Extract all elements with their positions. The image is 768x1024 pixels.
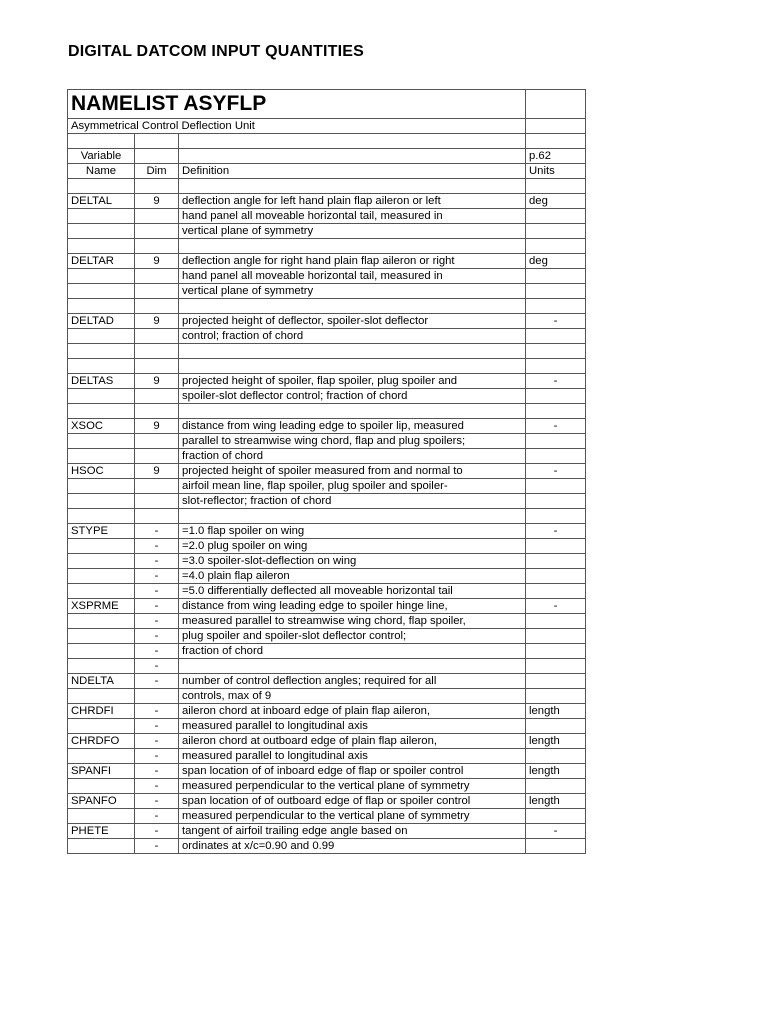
namelist-table: [67, 89, 586, 854]
units-cell: deg: [526, 194, 586, 209]
variable-name-cell: [68, 539, 135, 554]
dim-cell: [135, 404, 179, 419]
variable-name-cell: [68, 359, 135, 374]
dim-cell: [135, 239, 179, 254]
table-row: [68, 299, 586, 314]
variable-name-cell: SPANFI: [68, 764, 135, 779]
dim-cell: 9: [135, 194, 179, 209]
variable-name-cell: [68, 284, 135, 299]
definition-cell: measured perpendicular to the vertical plane of symmetry: [179, 809, 526, 824]
variable-name-cell: [68, 584, 135, 599]
units-cell: [526, 569, 586, 584]
units-cell: [526, 749, 586, 764]
dim-cell: [135, 434, 179, 449]
dim-cell: [135, 359, 179, 374]
units-cell: [526, 239, 586, 254]
dim-cell: [135, 179, 179, 194]
definition-cell: projected height of deflector, spoiler-slot deflector: [179, 314, 526, 329]
table-row: [68, 224, 586, 239]
units-cell: [526, 224, 586, 239]
definition-cell: vertical plane of symmetry: [179, 224, 526, 239]
table-row: [68, 599, 586, 614]
definition-cell: [179, 179, 526, 194]
dim-cell: -: [135, 779, 179, 794]
variable-name-cell: [68, 509, 135, 524]
units-cell: length: [526, 794, 586, 809]
units-cell: [526, 329, 586, 344]
table-row: [68, 734, 586, 749]
dim-cell: [135, 269, 179, 284]
definition-cell: hand panel all moveable horizontal tail, measured in: [179, 269, 526, 284]
definition-cell: distance from wing leading edge to spoiler lip, measured: [179, 419, 526, 434]
table-row: [68, 329, 586, 344]
table-row: [68, 479, 586, 494]
variable-name-cell: [68, 809, 135, 824]
definition-cell: slot-reflector; fraction of chord: [179, 494, 526, 509]
table-row: [68, 269, 586, 284]
dim-cell: -: [135, 584, 179, 599]
variable-name-cell: [68, 839, 135, 854]
variable-name-cell: DELTAD: [68, 314, 135, 329]
table-row: [68, 464, 586, 479]
units-cell: [526, 809, 586, 824]
units-cell: [526, 434, 586, 449]
definition-cell: span location of of outboard edge of flap or spoiler control: [179, 794, 526, 809]
units-cell: [526, 839, 586, 854]
table-row: [68, 809, 586, 824]
dim-cell: -: [135, 749, 179, 764]
table-row: [68, 689, 586, 704]
variable-name-cell: [68, 404, 135, 419]
variable-name-cell: [68, 179, 135, 194]
table-row: [68, 194, 586, 209]
table-row: [68, 284, 586, 299]
dim-cell: -: [135, 764, 179, 779]
definition-cell: controls, max of 9: [179, 689, 526, 704]
definition-cell: ordinates at x/c=0.90 and 0.99: [179, 839, 526, 854]
units-cell: -: [526, 464, 586, 479]
definition-cell: plug spoiler and spoiler-slot deflector control;: [179, 629, 526, 644]
variable-name-cell: SPANFO: [68, 794, 135, 809]
table-row: [68, 209, 586, 224]
definition-cell: aileron chord at inboard edge of plain flap aileron,: [179, 704, 526, 719]
units-cell: [526, 299, 586, 314]
definition-cell: [179, 359, 526, 374]
variable-name-cell: [68, 494, 135, 509]
definition-cell: deflection angle for right hand plain flap aileron or right: [179, 254, 526, 269]
definition-cell: tangent of airfoil trailing edge angle based on: [179, 824, 526, 839]
dim-cell: 9: [135, 464, 179, 479]
variable-name-cell: [68, 449, 135, 464]
variable-name-cell: [68, 749, 135, 764]
dim-cell: [135, 509, 179, 524]
definition-cell: =1.0 flap spoiler on wing: [179, 524, 526, 539]
units-cell: -: [526, 374, 586, 389]
table-row: [68, 839, 586, 854]
definition-cell: =5.0 differentially deflected all moveable horizontal tail: [179, 584, 526, 599]
definition-cell: [179, 509, 526, 524]
dim-cell: 9: [135, 419, 179, 434]
table-row: [68, 179, 586, 194]
variable-name-cell: [68, 644, 135, 659]
units-cell: [526, 359, 586, 374]
dim-cell: -: [135, 569, 179, 584]
table-row: [68, 434, 586, 449]
units-cell: length: [526, 764, 586, 779]
variable-name-cell: [68, 434, 135, 449]
dim-cell: -: [135, 704, 179, 719]
dim-cell: -: [135, 719, 179, 734]
units-cell: [526, 389, 586, 404]
units-cell: -: [526, 824, 586, 839]
dim-cell: -: [135, 839, 179, 854]
units-cell: -: [526, 599, 586, 614]
table-row: [68, 719, 586, 734]
table-row: [68, 614, 586, 629]
variable-name-cell: [68, 209, 135, 224]
variable-name-cell: [68, 569, 135, 584]
dim-cell: -: [135, 674, 179, 689]
table-row: [68, 449, 586, 464]
variable-name-cell: HSOC: [68, 464, 135, 479]
definition-cell: measured parallel to longitudinal axis: [179, 749, 526, 764]
dim-cell: [135, 284, 179, 299]
header-name: Name: [68, 164, 135, 179]
table-row: [68, 359, 586, 374]
table-row: [68, 389, 586, 404]
table-row: [68, 704, 586, 719]
dim-cell: -: [135, 599, 179, 614]
dim-cell: [135, 344, 179, 359]
dim-cell: -: [135, 524, 179, 539]
variable-name-cell: XSPRME: [68, 599, 135, 614]
variable-name-cell: [68, 779, 135, 794]
units-cell: [526, 539, 586, 554]
definition-cell: =3.0 spoiler-slot-deflection on wing: [179, 554, 526, 569]
definition-cell: projected height of spoiler measured from and normal to: [179, 464, 526, 479]
units-cell: [526, 644, 586, 659]
header-dim: Dim: [135, 164, 179, 179]
definition-cell: measured parallel to longitudinal axis: [179, 719, 526, 734]
variable-name-cell: CHRDFI: [68, 704, 135, 719]
title-unit-cell: [526, 90, 586, 119]
units-cell: [526, 629, 586, 644]
dim-cell: -: [135, 554, 179, 569]
header-row-2: [68, 164, 586, 179]
units-cell: [526, 509, 586, 524]
dim-cell: -: [135, 629, 179, 644]
header-row-1: [68, 149, 586, 164]
units-cell: [526, 209, 586, 224]
dim-cell: [135, 224, 179, 239]
variable-name-cell: [68, 389, 135, 404]
definition-cell: deflection angle for left hand plain flap aileron or left: [179, 194, 526, 209]
variable-name-cell: STYPE: [68, 524, 135, 539]
dim-cell: -: [135, 824, 179, 839]
table-row: [68, 404, 586, 419]
definition-cell: =2.0 plug spoiler on wing: [179, 539, 526, 554]
definition-cell: vertical plane of symmetry: [179, 284, 526, 299]
definition-cell: spoiler-slot deflector control; fraction of chord: [179, 389, 526, 404]
table-row: [68, 749, 586, 764]
subtitle-row: [68, 119, 586, 134]
units-cell: [526, 584, 586, 599]
definition-cell: [179, 239, 526, 254]
table-row: [68, 239, 586, 254]
header-page-ref: p.62: [526, 149, 586, 164]
units-cell: [526, 449, 586, 464]
dim-cell: [135, 494, 179, 509]
units-cell: [526, 719, 586, 734]
header-variable: Variable: [68, 149, 135, 164]
dim-cell: 9: [135, 314, 179, 329]
units-cell: [526, 614, 586, 629]
units-cell: length: [526, 704, 586, 719]
units-cell: [526, 404, 586, 419]
dim-cell: -: [135, 644, 179, 659]
definition-cell: [179, 404, 526, 419]
variable-name-cell: [68, 659, 135, 674]
definition-cell: distance from wing leading edge to spoiler hinge line,: [179, 599, 526, 614]
table-row: [68, 674, 586, 689]
table-row: [68, 794, 586, 809]
dim-cell: -: [135, 794, 179, 809]
units-cell: [526, 179, 586, 194]
table-row: [68, 584, 586, 599]
spacer-row: [68, 134, 586, 149]
table-row: [68, 419, 586, 434]
dim-cell: -: [135, 614, 179, 629]
variable-name-cell: PHETE: [68, 824, 135, 839]
units-cell: [526, 494, 586, 509]
variable-name-cell: NDELTA: [68, 674, 135, 689]
table-row: [68, 629, 586, 644]
table-row: [68, 494, 586, 509]
variable-name-cell: [68, 269, 135, 284]
table-row: [68, 314, 586, 329]
definition-cell: hand panel all moveable horizontal tail, measured in: [179, 209, 526, 224]
units-cell: [526, 479, 586, 494]
dim-cell: [135, 389, 179, 404]
units-cell: [526, 284, 586, 299]
variable-name-cell: CHRDFO: [68, 734, 135, 749]
header-definition: Definition: [179, 164, 526, 179]
title-row: [68, 90, 586, 119]
dim-cell: -: [135, 809, 179, 824]
definition-cell: control; fraction of chord: [179, 329, 526, 344]
variable-name-cell: [68, 614, 135, 629]
units-cell: [526, 554, 586, 569]
dim-cell: -: [135, 539, 179, 554]
definition-cell: [179, 659, 526, 674]
units-cell: [526, 674, 586, 689]
dim-cell: [135, 329, 179, 344]
namelist-title: NAMELIST ASYFLP: [68, 90, 526, 119]
table-row: [68, 644, 586, 659]
definition-cell: airfoil mean line, flap spoiler, plug spoiler and spoiler-: [179, 479, 526, 494]
variable-name-cell: [68, 629, 135, 644]
variable-name-cell: [68, 719, 135, 734]
definition-cell: [179, 344, 526, 359]
dim-cell: [135, 299, 179, 314]
table-row: [68, 554, 586, 569]
header-units: Units: [526, 164, 586, 179]
variable-name-cell: DELTAL: [68, 194, 135, 209]
definition-cell: fraction of chord: [179, 644, 526, 659]
dim-cell: 9: [135, 254, 179, 269]
definition-cell: number of control deflection angles; required for all: [179, 674, 526, 689]
variable-name-cell: DELTAS: [68, 374, 135, 389]
table-row: [68, 374, 586, 389]
variable-name-cell: [68, 344, 135, 359]
dim-cell: [135, 479, 179, 494]
dim-cell: [135, 209, 179, 224]
dim-cell: 9: [135, 374, 179, 389]
variable-name-cell: [68, 224, 135, 239]
units-cell: [526, 779, 586, 794]
units-cell: [526, 344, 586, 359]
definition-cell: measured parallel to streamwise wing chord, flap spoiler,: [179, 614, 526, 629]
definition-cell: aileron chord at outboard edge of plain flap aileron,: [179, 734, 526, 749]
variable-name-cell: DELTAR: [68, 254, 135, 269]
definition-cell: span location of of inboard edge of flap or spoiler control: [179, 764, 526, 779]
units-cell: -: [526, 524, 586, 539]
units-cell: -: [526, 419, 586, 434]
units-cell: -: [526, 314, 586, 329]
namelist-subtitle: Asymmetrical Control Deflection Unit: [68, 119, 526, 134]
variable-name-cell: [68, 329, 135, 344]
dim-cell: [135, 449, 179, 464]
variable-name-cell: [68, 299, 135, 314]
units-cell: length: [526, 734, 586, 749]
variable-name-cell: [68, 689, 135, 704]
dim-cell: -: [135, 734, 179, 749]
definition-cell: measured perpendicular to the vertical plane of symmetry: [179, 779, 526, 794]
table-row: [68, 524, 586, 539]
definition-cell: =4.0 plain flap aileron: [179, 569, 526, 584]
units-cell: [526, 689, 586, 704]
subtitle-unit-cell: [526, 119, 586, 134]
table-row: [68, 254, 586, 269]
units-cell: deg: [526, 254, 586, 269]
definition-cell: [179, 299, 526, 314]
page-heading: DIGITAL DATCOM INPUT QUANTITIES: [68, 43, 364, 60]
table-row: [68, 659, 586, 674]
variable-name-cell: [68, 554, 135, 569]
table-row: [68, 509, 586, 524]
variable-name-cell: XSOC: [68, 419, 135, 434]
dim-cell: -: [135, 659, 179, 674]
table-row: [68, 824, 586, 839]
dim-cell: [135, 689, 179, 704]
units-cell: [526, 269, 586, 284]
table-row: [68, 539, 586, 554]
table-row: [68, 344, 586, 359]
variable-name-cell: [68, 239, 135, 254]
table-row: [68, 779, 586, 794]
definition-cell: parallel to streamwise wing chord, flap and plug spoilers;: [179, 434, 526, 449]
table-row: [68, 764, 586, 779]
definition-cell: fraction of chord: [179, 449, 526, 464]
definition-cell: projected height of spoiler, flap spoiler, plug spoiler and: [179, 374, 526, 389]
units-cell: [526, 659, 586, 674]
table-row: [68, 569, 586, 584]
variable-name-cell: [68, 479, 135, 494]
